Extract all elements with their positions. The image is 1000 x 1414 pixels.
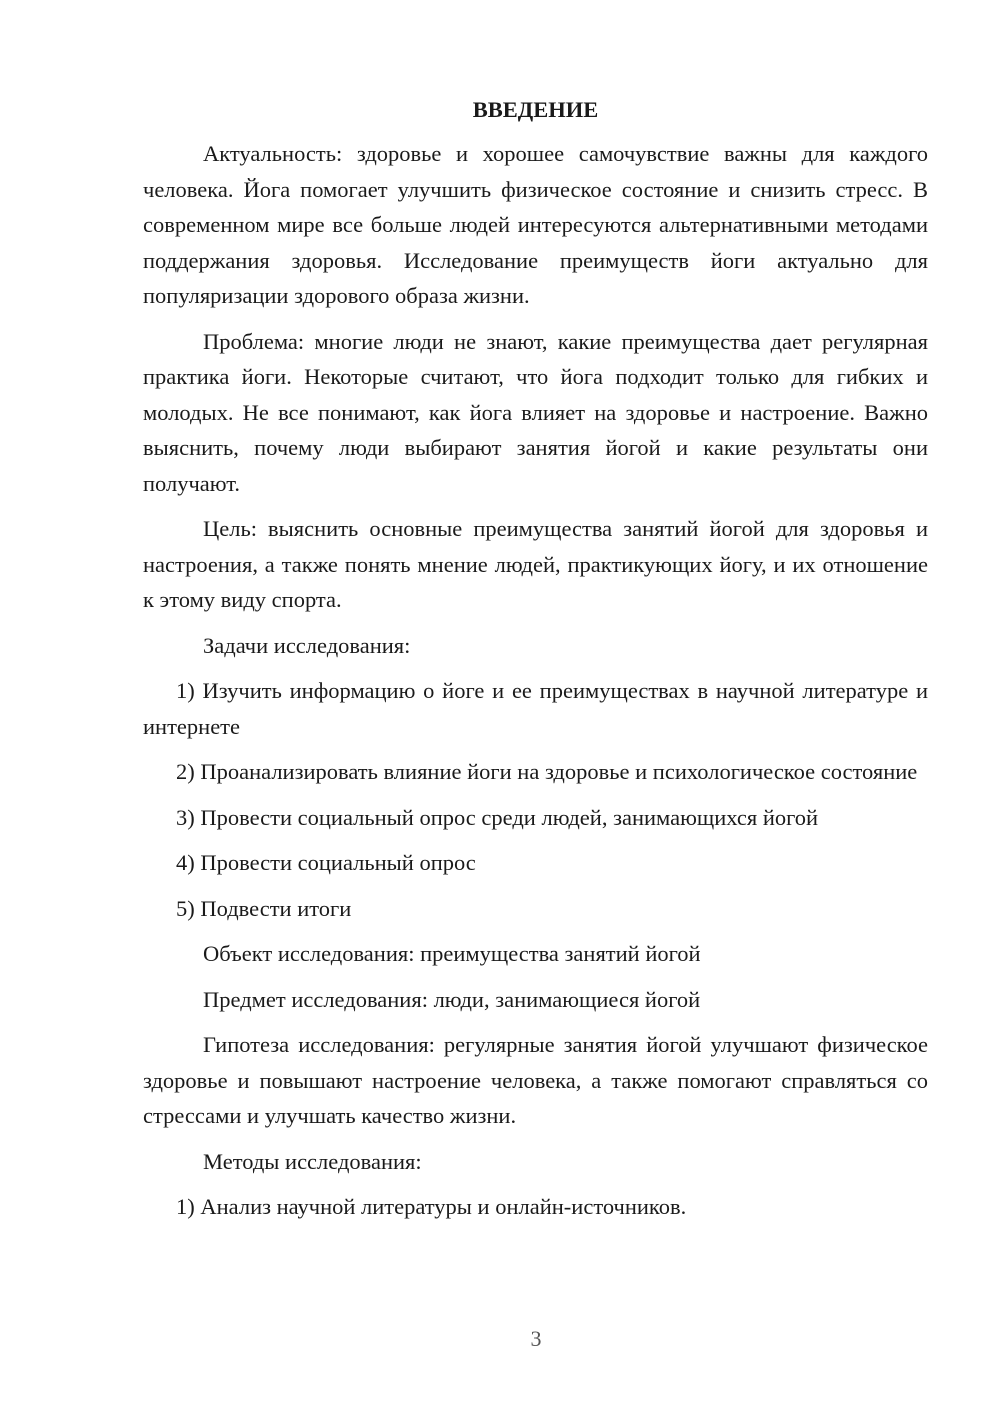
page-number: 3: [530, 1326, 542, 1351]
task-item-3: 3) Провести социальный опрос среди людей, занимающихся йогой: [176, 804, 819, 830]
methods-title: Методы исследования:: [203, 1148, 422, 1174]
task-item-5: 5) Подвести итоги: [176, 895, 352, 921]
research-subject: Предмет исследования: люди, занимающиеся йогой: [203, 986, 701, 1012]
task-item-2: 2) Проанализировать влияние йоги на здоровье и психологическое состояние: [176, 759, 918, 784]
task-item-4: 4) Провести социальный опрос: [176, 850, 476, 875]
relevance-paragraph: Актуальность: здоровье и хорошее самочувствие важны для каждого человека. Йога помогает улучшить физическое состояние и снизить стресс. В современном мире все больше людей интересуются альтернативными методами поддержания здоровья. Исследование преимуществ йоги актуально для популяризации здорового образа жизни.: [143, 141, 928, 308]
tasks-title: Задачи исследования:: [203, 632, 411, 658]
hypothesis-paragraph: Гипотеза исследования: регулярные занятия йогой улучшают физическое здоровье и повышают настроение человека, а также помогают справляться со стрессами и улучшать качество жизни.: [143, 1032, 928, 1128]
problem-paragraph: Проблема: многие люди не знают, какие преимущества дает регулярная практика йоги. Некоторые считают, что йога подходит только для гибких и молодых. Не все понимают, как йога влияет на здоровье и настроение. Важно выяснить, почему люди выбирают занятия йогой и какие результаты они получают.: [143, 328, 928, 496]
research-object: Объект исследования: преимущества занятий йогой: [203, 941, 701, 966]
goal-paragraph: Цель: выяснить основные преимущества занятий йогой для здоровья и настроения, а также понять мнение людей, практикующих йогу, и их отношение к этому виду спорта.: [143, 516, 928, 612]
task-item-1: 1) Изучить информацию о йоге и ее преимуществах в научной литературе и интернете: [143, 678, 928, 739]
method-item-1: 1) Анализ научной литературы и онлайн-источников.: [176, 1194, 687, 1219]
document-body: [143, 92, 928, 1235]
section-heading: ВВЕДЕНИЕ: [472, 97, 599, 122]
